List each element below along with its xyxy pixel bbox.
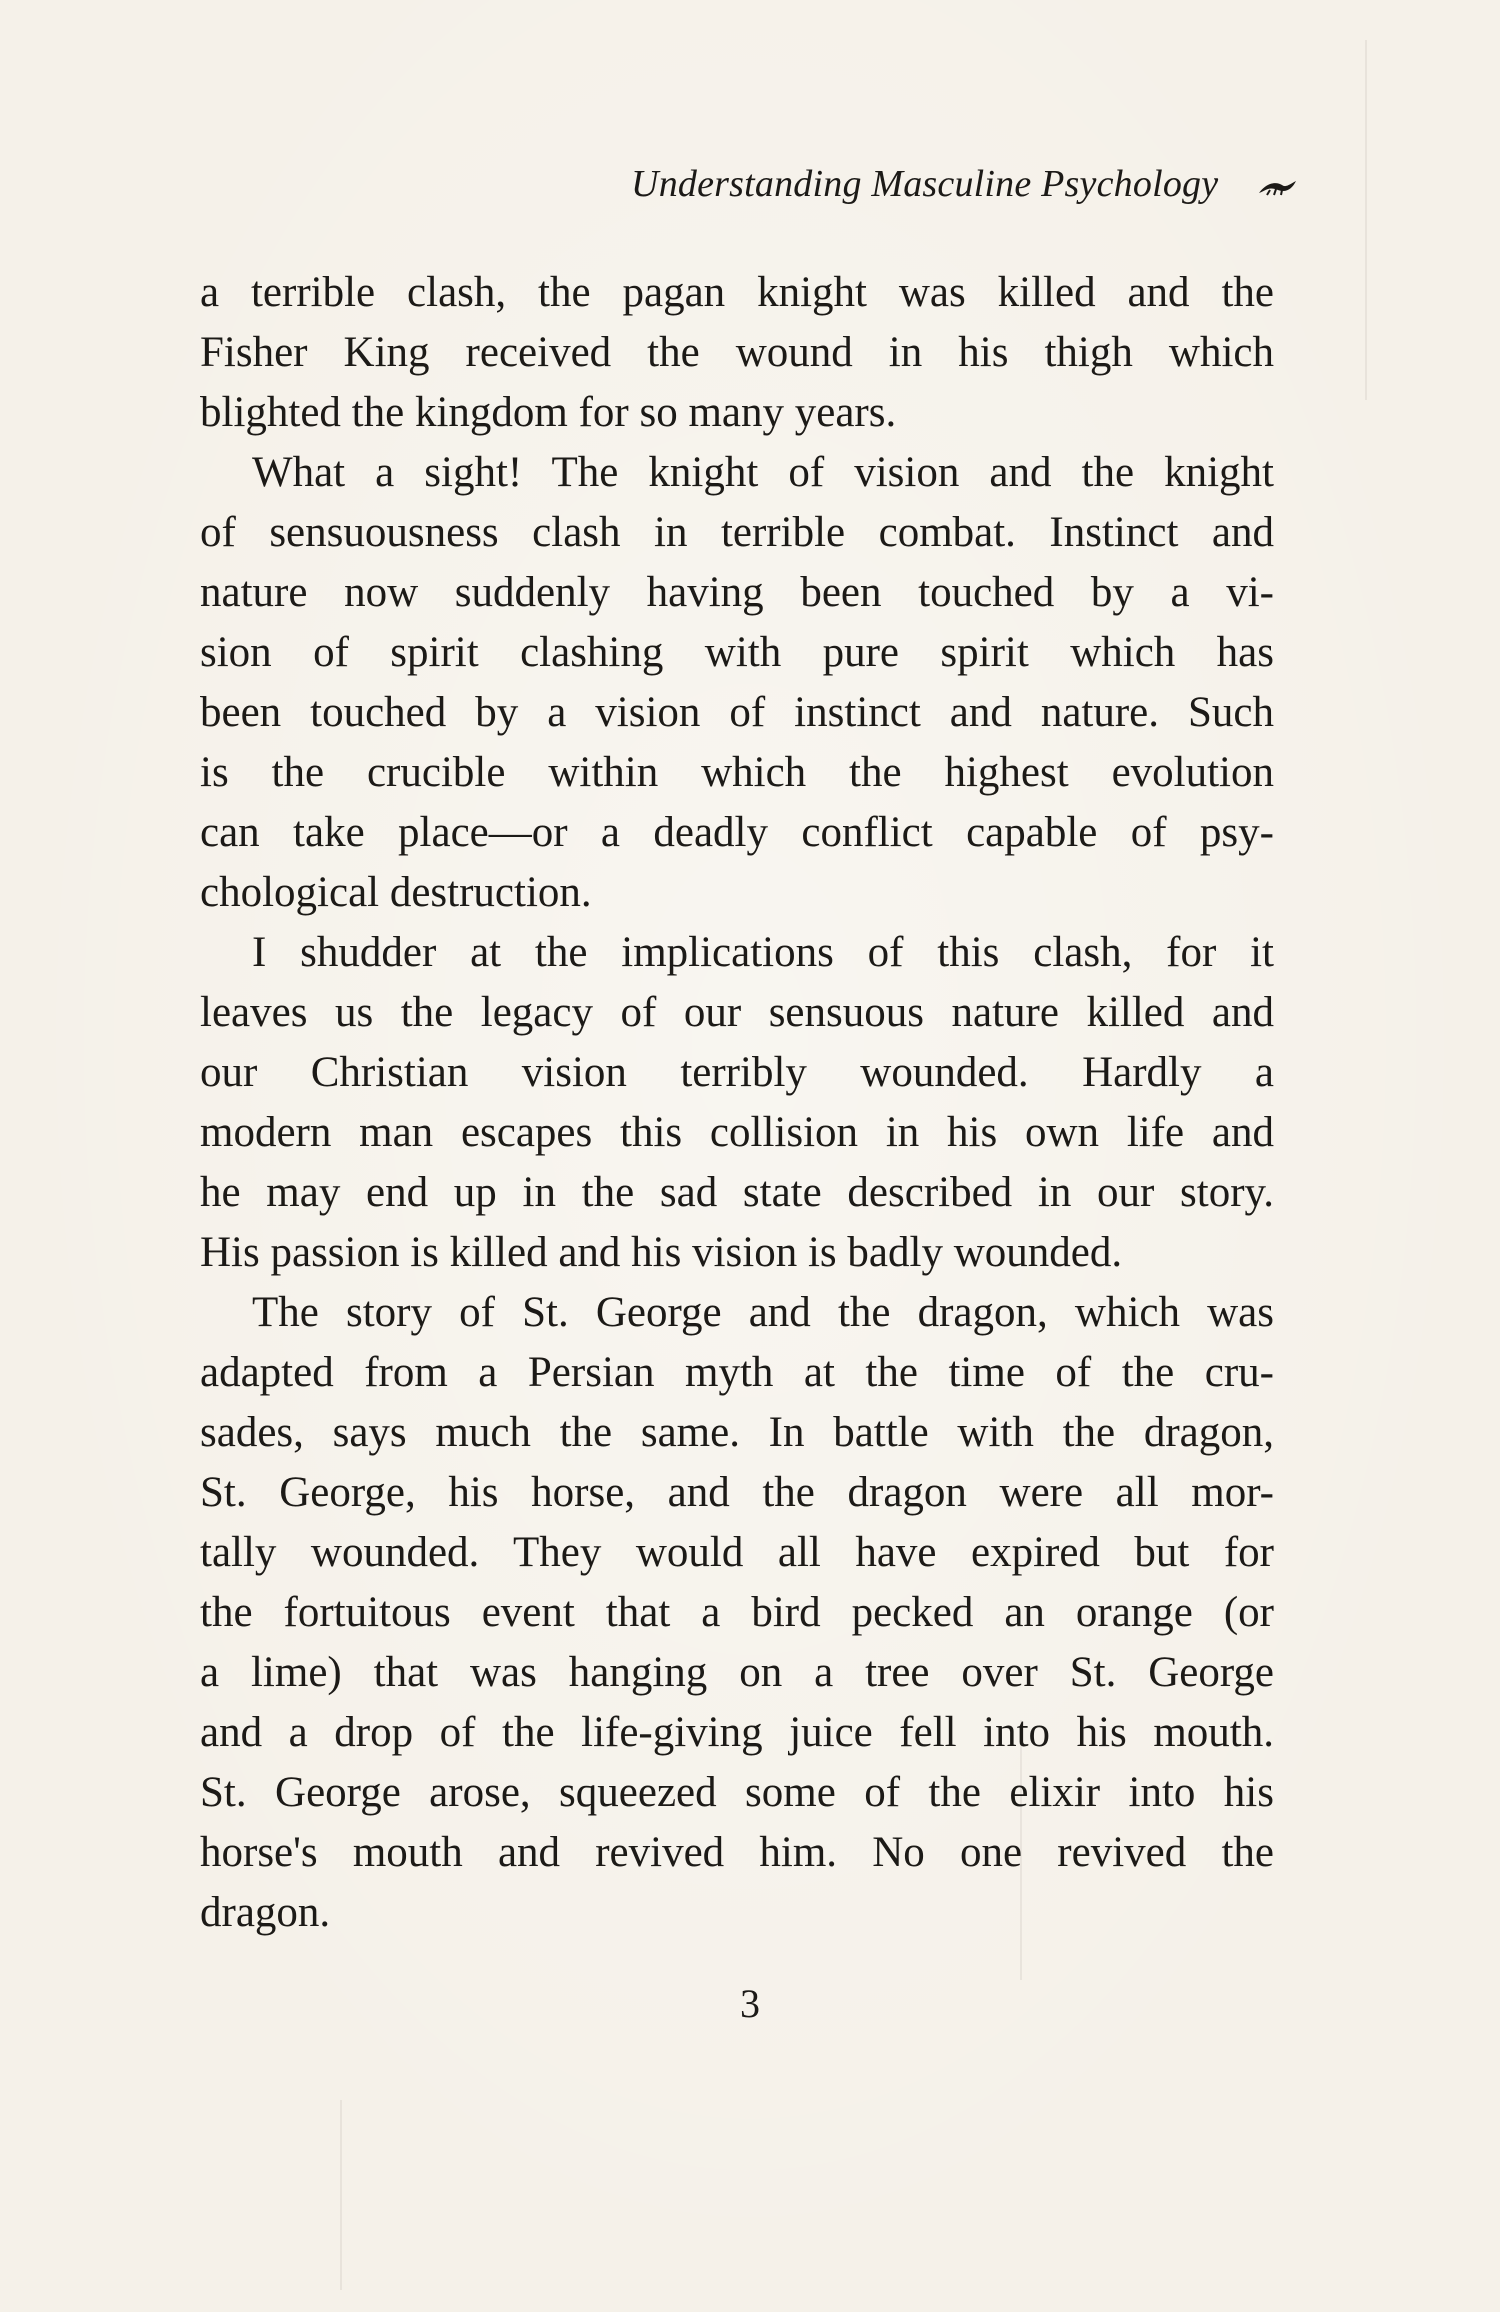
show-through-mark [1365, 40, 1367, 400]
text-line: What a sight! The knight of vision and the knight [252, 449, 1274, 496]
text-line: dragon. [200, 1889, 331, 1936]
paragraph [200, 1283, 1274, 1943]
text-line: a terrible clash, the pagan knight was killed and the [200, 269, 1274, 316]
text-line: nature now suddenly having been touched by a vi- [200, 569, 1274, 616]
text-line: been touched by a vision of instinct and nature. Such [200, 689, 1274, 736]
text-line: sades, says much the same. In battle with the dragon, [200, 1409, 1274, 1456]
text-line: of sensuousness clash in terrible combat. Instinct and [200, 509, 1274, 556]
text-line: adapted from a Persian myth at the time of the cru- [200, 1349, 1274, 1396]
text-line: His passion is killed and his vision is badly wounded. [200, 1229, 1123, 1276]
paragraph [200, 443, 1274, 923]
text-line: St. George, his horse, and the dragon were all mor- [200, 1469, 1274, 1516]
text-line: Fisher King received the wound in his thigh which [200, 329, 1274, 376]
page-number: 3 [740, 1981, 760, 2026]
text-line: leaves us the legacy of our sensuous nature killed and [200, 989, 1274, 1036]
text-line: a lime) that was hanging on a tree over St. George [200, 1649, 1274, 1696]
text-line: sion of spirit clashing with pure spirit which has [200, 629, 1274, 676]
text-line: can take place—or a deadly conflict capable of psy- [200, 809, 1274, 856]
text-line: I shudder at the implications of this clash, for it [252, 929, 1274, 976]
text-line: tally wounded. They would all have expired but for [200, 1529, 1274, 1576]
text-line: chological destruction. [200, 869, 592, 916]
text-line: our Christian vision terribly wounded. Hardly a [200, 1049, 1274, 1096]
text-line: horse's mouth and revived him. No one revived the [200, 1829, 1274, 1876]
body-text [200, 263, 1274, 1943]
text-line: and a drop of the life-giving juice fell into his mouth. [200, 1709, 1274, 1756]
text-line: he may end up in the sad state described in our story. [200, 1169, 1274, 1216]
running-title: Understanding Masculine Psychology [631, 163, 1219, 205]
paragraph [200, 263, 1274, 443]
paragraph [200, 923, 1274, 1283]
show-through-mark [340, 2100, 342, 2290]
running-header [200, 162, 1300, 206]
text-line: modern man escapes this collision in his own life and [200, 1109, 1274, 1156]
text-line: is the crucible within which the highest evolution [200, 749, 1274, 796]
text-line: St. George arose, squeezed some of the elixir into his [200, 1769, 1274, 1816]
text-line: The story of St. George and the dragon, which was [252, 1289, 1274, 1336]
leaf-ornament-icon [1256, 175, 1300, 199]
text-line: blighted the kingdom for so many years. [200, 389, 897, 436]
text-line: the fortuitous event that a bird pecked an orange (or [200, 1589, 1274, 1636]
